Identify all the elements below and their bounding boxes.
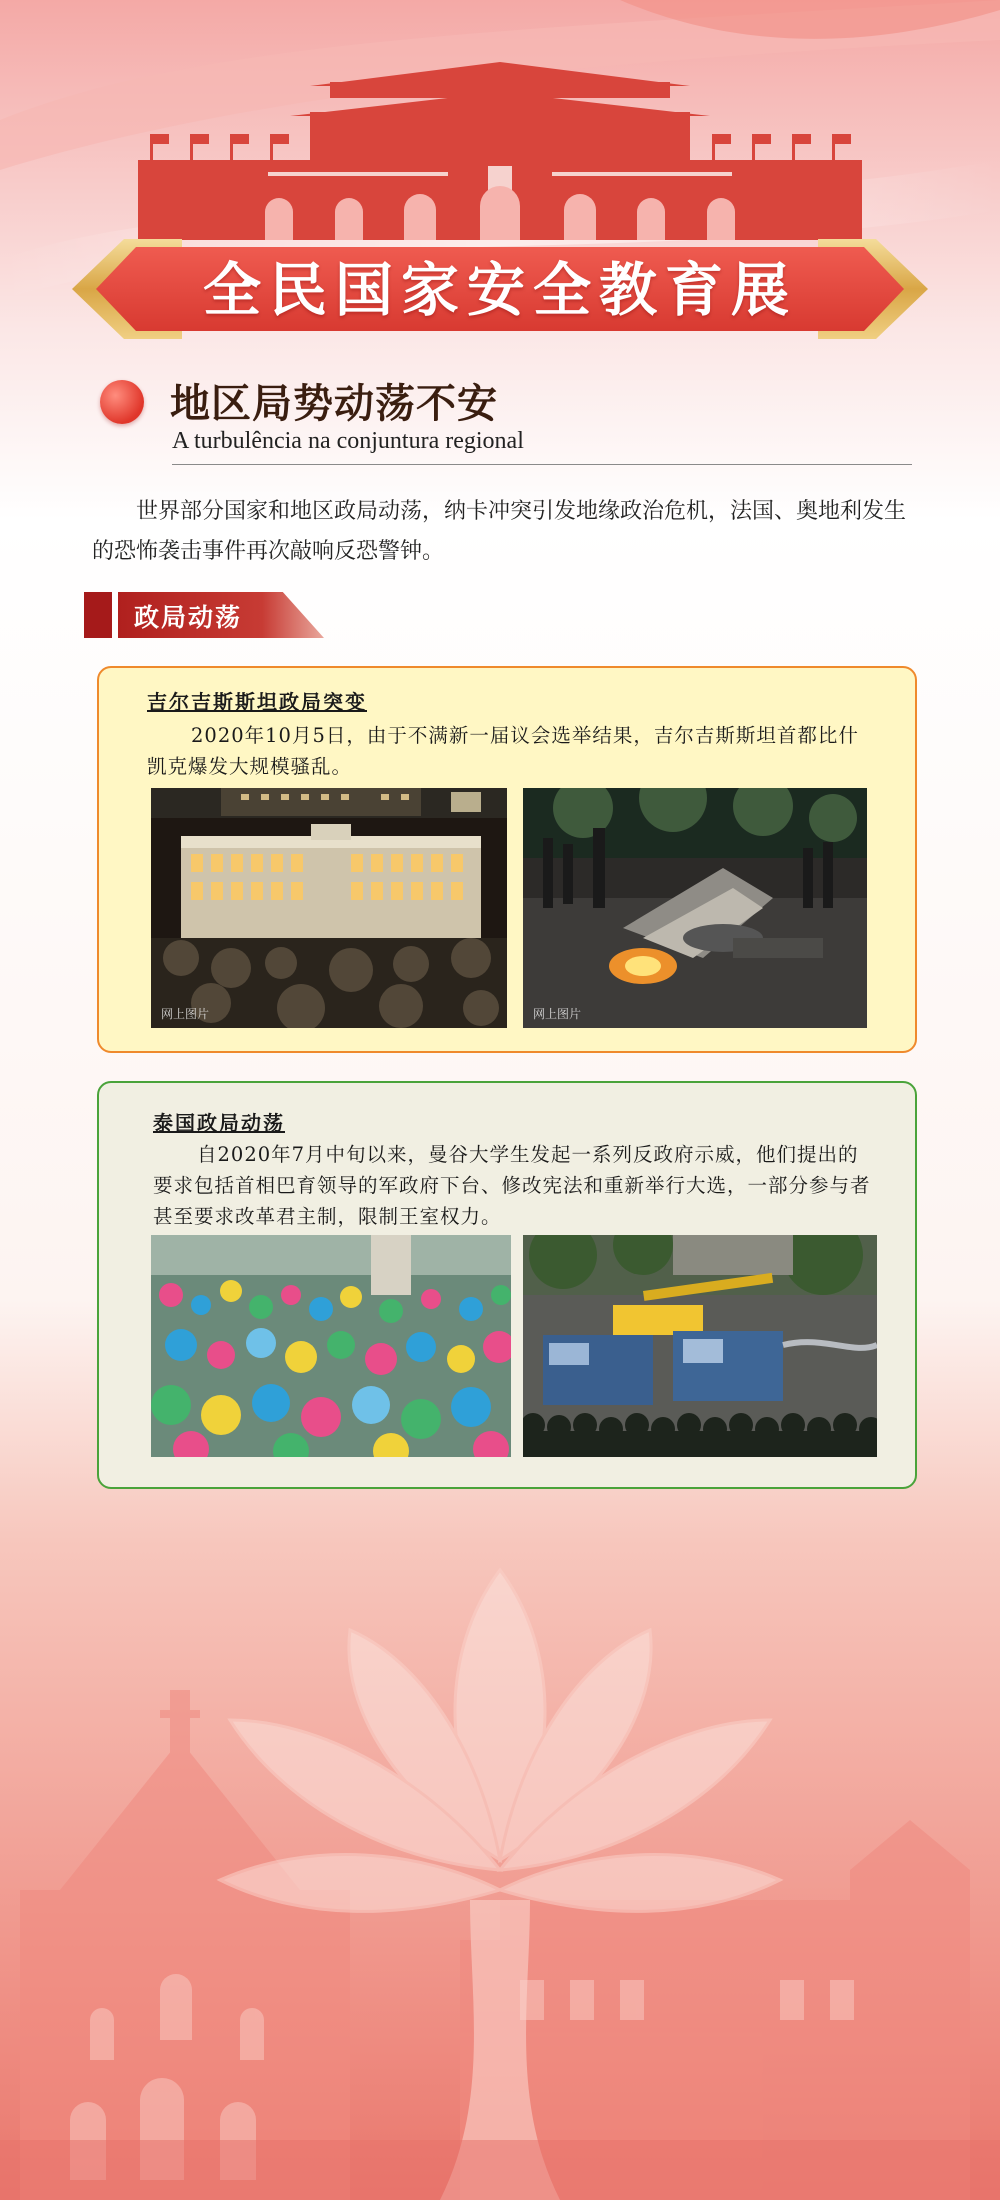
card-kyrgyzstan (97, 666, 917, 1053)
card-thailand (97, 1081, 917, 1489)
photo-watermark: 网上图片 (161, 1007, 210, 1021)
card-title: 泰国政局动荡 (153, 1111, 285, 1135)
section-title: 地区局势动荡不安 (170, 380, 498, 427)
photo-government-building (151, 788, 507, 1028)
photo-watermark: 网上图片 (533, 1007, 582, 1021)
section-bullet-icon (100, 380, 144, 424)
card-text: 2020年10月5日，由于不满新一届议会选举结果，吉尔吉斯斯坦首都比什凯克爆发大规模骚乱。 (147, 724, 859, 778)
section-subtitle: A turbulência na conjuntura regional (172, 428, 524, 454)
macau-skyline-lotus-decoration (0, 1540, 1000, 2200)
subsection-tag (84, 592, 324, 638)
photo-bangkok-protest-crowd (151, 1235, 511, 1457)
card-title: 吉尔吉斯斯坦政局突变 (147, 690, 367, 714)
card-text: 自2020年7月中旬以来，曼谷大学生发起一系列反政府示威，他们提出的要求包括首相巴育领导的军政府下台、修改宪法和重新举行大选，一部分参与者甚至要求改革君主制，限制王室权力。 (153, 1143, 871, 1228)
banner-title: 全民国家安全教育展 (202, 256, 797, 324)
photo-burning-car (523, 788, 867, 1028)
section-divider (172, 464, 912, 465)
tag-label: 政局动荡 (134, 603, 243, 632)
tag-accent-bar (84, 592, 112, 638)
photo-water-cannon-police (523, 1235, 877, 1457)
section-intro: 世界部分国家和地区政局动荡，纳卡冲突引发地缘政治危机，法国、奥地利发生的恐怖袭击事件再次敲响反恐警钟。 (92, 499, 907, 564)
